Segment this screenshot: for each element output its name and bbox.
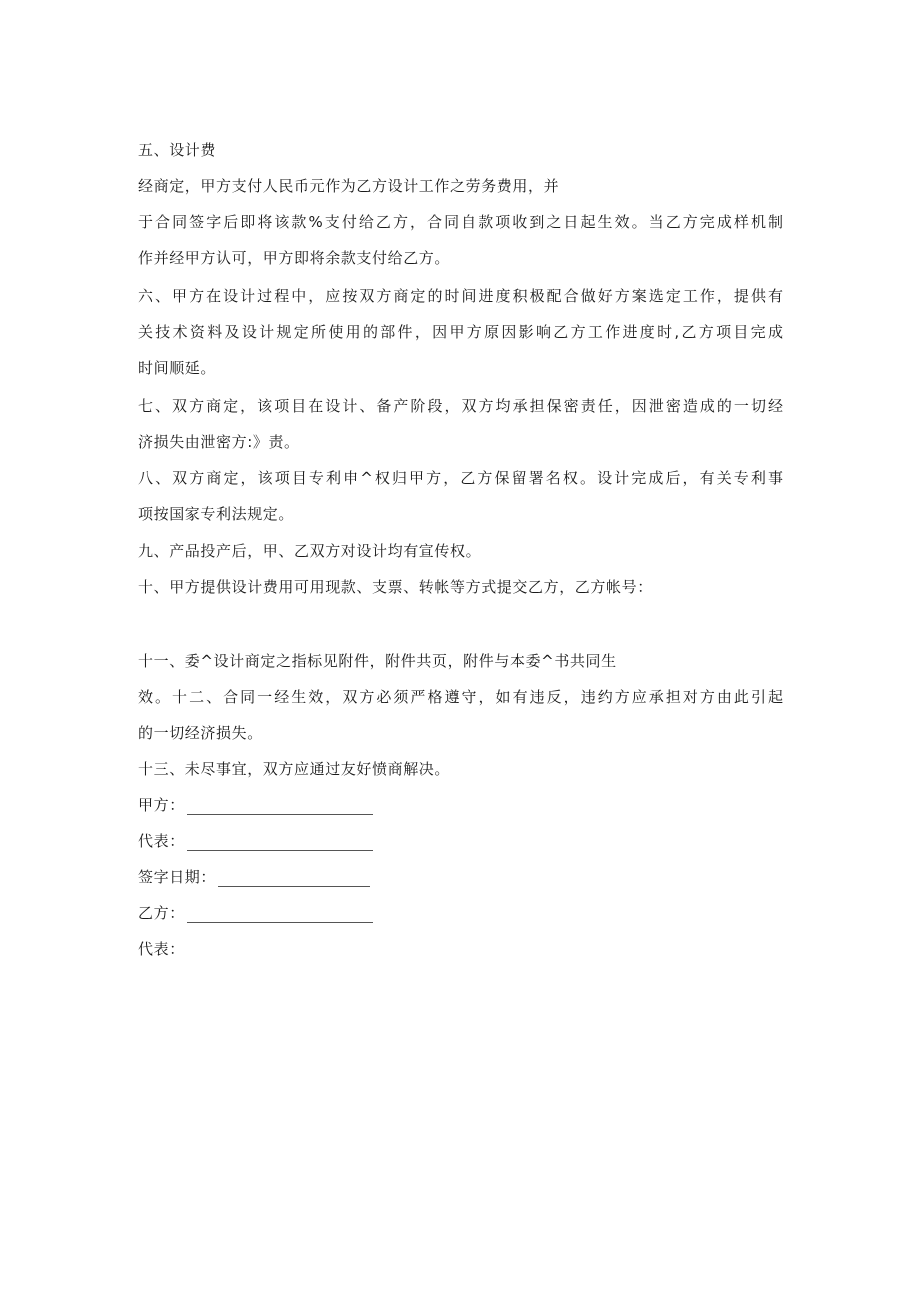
section-7-line-1: 七、双方商定，该项目在设计、备产阶段，双方均承担保密责任，因泄密造成的一切经	[138, 397, 783, 415]
section-7-line-2: 济损失由泄密方:》责。	[138, 433, 300, 451]
party-a-blank[interactable]	[187, 798, 373, 815]
section-12-line-2: 的一切经济损失。	[138, 724, 263, 742]
section-6-line-1: 六、甲方在设计过程中，应按双方商定的时间进度积极配合做好方案选定工作，提供有	[138, 287, 783, 305]
section-6-line-3: 时间顺延。	[138, 359, 217, 377]
party-b-label: 乙方：	[138, 904, 185, 922]
section-11-line-1: 十一、委^设计商定之指标见附件，附件共页，附件与本委^书共同生	[138, 652, 617, 670]
party-a-signature-row	[138, 795, 373, 815]
party-b-signature-row	[138, 903, 373, 923]
rep-a-blank[interactable]	[187, 834, 373, 851]
party-b-blank[interactable]	[187, 906, 373, 923]
section-5-heading: 五、设计费	[138, 141, 217, 159]
sign-date-label: 签字日期：	[138, 868, 217, 886]
party-a-label: 甲方：	[138, 796, 185, 814]
section-5-text-line-2: 于合同签字后即将该款%支付给乙方，合同自款项收到之日起生效。当乙方完成样机制	[138, 213, 783, 231]
rep-a-signature-row	[138, 831, 373, 851]
section-13: 十三、未尽事宜，双方应通过友好愤商解决。	[138, 760, 451, 778]
section-5-text-line-1: 经商定，甲方支付人民币元作为乙方设计工作之劳务费用，并	[138, 177, 560, 195]
rep-b-label: 代表：	[138, 940, 185, 958]
section-10: 十、甲方提供设计费用可用现款、支票、转帐等方式提交乙方，乙方帐号：	[138, 578, 653, 596]
sign-date-row	[138, 867, 370, 887]
section-5-text-line-3: 作并经甲方认可，甲方即将余款支付给乙方。	[138, 249, 451, 267]
section-8-line-1: 八、双方商定，该项目专利申^权归甲方，乙方保留署名权。设计完成后，有关专利事	[138, 469, 783, 487]
section-8-line-2: 项按国家专利法规定。	[138, 505, 295, 523]
section-9: 九、产品投产后，甲、乙双方对设计均有宣传权。	[138, 542, 482, 560]
section-11-12-line: 效。十二、合同一经生效，双方必须严格遵守，如有违反，违约方应承担对方由此引起	[138, 688, 783, 706]
section-6-line-2: 关技术资料及设计规定所使用的部件，因甲方原因影响乙方工作进度时,乙方项目完成	[138, 323, 783, 341]
sign-date-blank[interactable]	[218, 870, 370, 887]
rep-b-signature-row	[138, 939, 185, 959]
rep-a-label: 代表：	[138, 832, 185, 850]
